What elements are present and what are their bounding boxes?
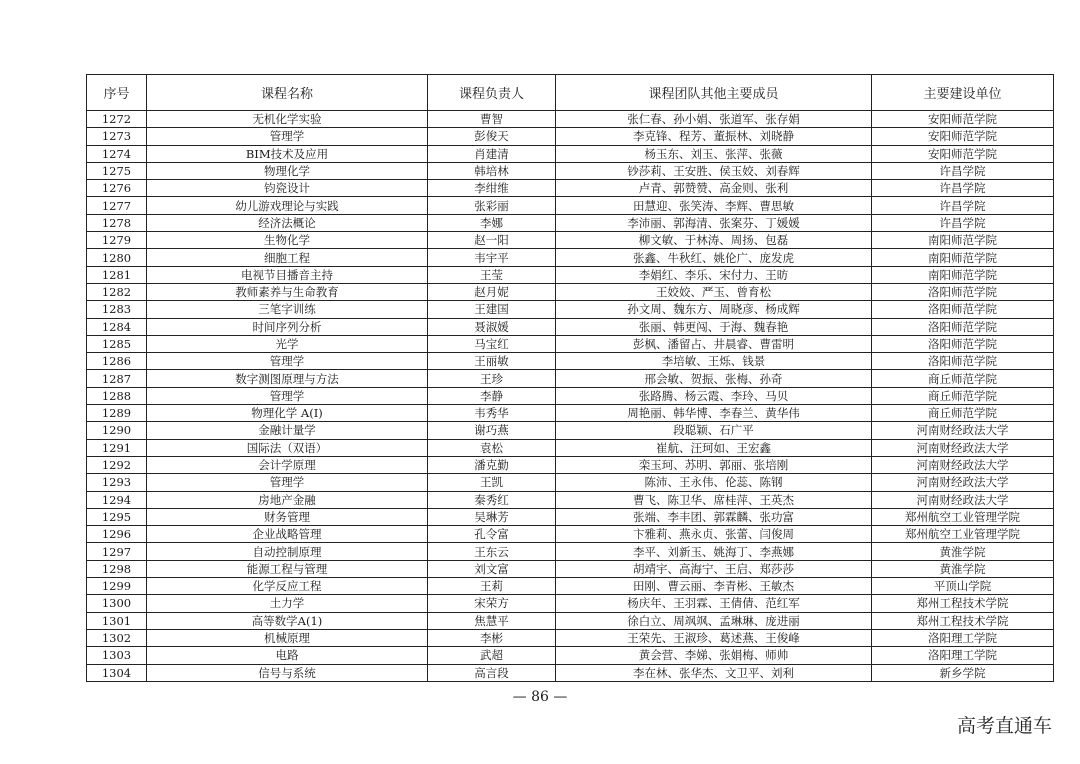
table-row <box>87 456 1054 473</box>
cell-team-members: 张鑫、牛秋红、姚伦广、庞发虎 <box>556 249 872 266</box>
table-row <box>87 664 1054 681</box>
table-row <box>87 595 1054 612</box>
cell-course-leader: 刘文富 <box>428 560 556 577</box>
cell-course-name: 管理学 <box>147 353 428 370</box>
table-row <box>87 128 1054 145</box>
cell-team-members: 崔航、汪珂如、王宏鑫 <box>556 439 872 456</box>
cell-team-members: 张仁春、孙小娟、张道军、张存娟 <box>556 111 872 128</box>
table-row <box>87 543 1054 560</box>
cell-institution: 郑州工程技术学院 <box>872 612 1054 629</box>
table-body <box>87 111 1054 682</box>
cell-index: 1304 <box>87 664 147 681</box>
table-row <box>87 197 1054 214</box>
cell-index: 1283 <box>87 301 147 318</box>
cell-institution: 南阳师范学院 <box>872 232 1054 249</box>
cell-course-name: 信号与系统 <box>147 664 428 681</box>
cell-team-members: 孙文周、魏东方、周晓彦、杨成辉 <box>556 301 872 318</box>
cell-course-name: 细胞工程 <box>147 249 428 266</box>
cell-index: 1281 <box>87 266 147 283</box>
cell-course-name: 教师素养与生命教育 <box>147 283 428 300</box>
cell-index: 1279 <box>87 232 147 249</box>
cell-team-members: 王姣姣、严玉、曾育松 <box>556 283 872 300</box>
cell-index: 1289 <box>87 405 147 422</box>
cell-team-members: 曹飞、陈卫华、席桂萍、王英杰 <box>556 491 872 508</box>
cell-course-leader: 赵月妮 <box>428 283 556 300</box>
cell-course-name: 管理学 <box>147 128 428 145</box>
cell-team-members: 黄会营、李娣、张娟梅、师帅 <box>556 647 872 664</box>
cell-course-leader: 王丽敏 <box>428 353 556 370</box>
cell-institution: 郑州工程技术学院 <box>872 595 1054 612</box>
cell-course-leader: 曹智 <box>428 111 556 128</box>
cell-team-members: 徐白立、周飒飒、孟琳琳、庞进丽 <box>556 612 872 629</box>
cell-course-leader: 袁松 <box>428 439 556 456</box>
cell-course-leader: 聂淑媛 <box>428 318 556 335</box>
cell-course-leader: 谢巧燕 <box>428 422 556 439</box>
cell-team-members: 邢会敏、贺振、张梅、孙奇 <box>556 370 872 387</box>
cell-index: 1297 <box>87 543 147 560</box>
cell-institution: 洛阳理工学院 <box>872 647 1054 664</box>
cell-index: 1272 <box>87 111 147 128</box>
cell-institution: 黄淮学院 <box>872 560 1054 577</box>
cell-course-leader: 焦慧平 <box>428 612 556 629</box>
cell-institution: 安阳师范学院 <box>872 128 1054 145</box>
cell-institution: 郑州航空工业管理学院 <box>872 508 1054 525</box>
cell-team-members: 周艳丽、韩华博、李春兰、黄华伟 <box>556 405 872 422</box>
cell-institution: 洛阳师范学院 <box>872 283 1054 300</box>
cell-index: 1274 <box>87 145 147 162</box>
cell-index: 1288 <box>87 387 147 404</box>
cell-course-leader: 赵一阳 <box>428 232 556 249</box>
cell-course-leader: 李静 <box>428 387 556 404</box>
page-number: — 86 — <box>512 689 568 705</box>
cell-index: 1290 <box>87 422 147 439</box>
cell-index: 1291 <box>87 439 147 456</box>
course-table <box>86 74 1054 682</box>
cell-team-members: 陈沛、王永伟、伦蕊、陈钢 <box>556 474 872 491</box>
cell-institution: 洛阳师范学院 <box>872 318 1054 335</box>
cell-index: 1292 <box>87 456 147 473</box>
cell-course-name: 电视节目播音主持 <box>147 266 428 283</box>
cell-course-leader: 张彩丽 <box>428 197 556 214</box>
table-row <box>87 629 1054 646</box>
cell-course-leader: 王莹 <box>428 266 556 283</box>
table-row <box>87 405 1054 422</box>
cell-index: 1298 <box>87 560 147 577</box>
cell-course-leader: 韦秀华 <box>428 405 556 422</box>
table-row <box>87 318 1054 335</box>
cell-team-members: 李娟红、李乐、宋付力、王昉 <box>556 266 872 283</box>
cell-course-name: 物理化学 A(I) <box>147 405 428 422</box>
table-row <box>87 111 1054 128</box>
cell-course-name: 房地产金融 <box>147 491 428 508</box>
cell-team-members: 王荣先、王淑珍、葛述燕、王俊峰 <box>556 629 872 646</box>
table-header-row <box>87 75 1054 111</box>
cell-team-members: 李平、刘新玉、姚海丁、李燕娜 <box>556 543 872 560</box>
cell-course-leader: 吴琳芳 <box>428 508 556 525</box>
cell-index: 1276 <box>87 180 147 197</box>
cell-team-members: 栾玉珂、苏明、郭丽、张培刚 <box>556 456 872 473</box>
cell-course-leader: 潘克勤 <box>428 456 556 473</box>
table-row <box>87 560 1054 577</box>
cell-course-leader: 孔令富 <box>428 526 556 543</box>
cell-course-name: 经济法概论 <box>147 214 428 231</box>
cell-index: 1273 <box>87 128 147 145</box>
table-row <box>87 474 1054 491</box>
table-row <box>87 353 1054 370</box>
header-institution: 主要建设单位 <box>872 75 1054 111</box>
cell-course-leader: 韦宇平 <box>428 249 556 266</box>
cell-institution: 洛阳师范学院 <box>872 353 1054 370</box>
cell-team-members: 张端、李丰团、郭霖麟、张功富 <box>556 508 872 525</box>
cell-course-name: 光学 <box>147 335 428 352</box>
cell-index: 1294 <box>87 491 147 508</box>
cell-institution: 安阳师范学院 <box>872 145 1054 162</box>
cell-institution: 商丘师范学院 <box>872 370 1054 387</box>
cell-index: 1300 <box>87 595 147 612</box>
cell-course-name: 能源工程与管理 <box>147 560 428 577</box>
cell-institution: 商丘师范学院 <box>872 405 1054 422</box>
cell-course-leader: 韩培林 <box>428 162 556 179</box>
cell-institution: 河南财经政法大学 <box>872 439 1054 456</box>
cell-institution: 河南财经政法大学 <box>872 474 1054 491</box>
cell-team-members: 李沛丽、郭海清、张案芬、丁媛媛 <box>556 214 872 231</box>
cell-course-name: 金融计量学 <box>147 422 428 439</box>
cell-course-name: 管理学 <box>147 387 428 404</box>
cell-team-members: 胡靖宇、高海宁、王启、郑莎莎 <box>556 560 872 577</box>
cell-index: 1302 <box>87 629 147 646</box>
cell-course-name: 无机化学实验 <box>147 111 428 128</box>
cell-course-leader: 王珍 <box>428 370 556 387</box>
cell-course-name: 电路 <box>147 647 428 664</box>
cell-team-members: 卢青、郭赞赞、高金则、张利 <box>556 180 872 197</box>
table-row <box>87 180 1054 197</box>
cell-index: 1284 <box>87 318 147 335</box>
table-row <box>87 232 1054 249</box>
cell-index: 1303 <box>87 647 147 664</box>
cell-team-members: 卞雅莉、燕永贞、张蕾、闫俊周 <box>556 526 872 543</box>
cell-team-members: 李在林、张华杰、文卫平、刘利 <box>556 664 872 681</box>
table-row <box>87 145 1054 162</box>
cell-course-name: 财务管理 <box>147 508 428 525</box>
cell-institution: 许昌学院 <box>872 214 1054 231</box>
cell-course-name: 生物化学 <box>147 232 428 249</box>
cell-course-name: 会计学原理 <box>147 456 428 473</box>
header-index: 序号 <box>87 75 147 111</box>
cell-course-leader: 王莉 <box>428 578 556 595</box>
cell-index: 1287 <box>87 370 147 387</box>
table-row <box>87 335 1054 352</box>
cell-course-leader: 武超 <box>428 647 556 664</box>
cell-course-name: 幼儿游戏理论与实践 <box>147 197 428 214</box>
cell-institution: 新乡学院 <box>872 664 1054 681</box>
header-course-name: 课程名称 <box>147 75 428 111</box>
cell-institution: 河南财经政法大学 <box>872 491 1054 508</box>
cell-course-name: 三笔字训练 <box>147 301 428 318</box>
cell-institution: 许昌学院 <box>872 180 1054 197</box>
cell-course-name: 机械原理 <box>147 629 428 646</box>
cell-course-name: 国际法（双语） <box>147 439 428 456</box>
cell-team-members: 田慧迎、张笑涛、李辉、曹思敏 <box>556 197 872 214</box>
watermark-logo-text: 高考直通车 <box>956 715 1052 737</box>
cell-course-name: 数字测图原理与方法 <box>147 370 428 387</box>
table-row <box>87 301 1054 318</box>
table-row <box>87 214 1054 231</box>
cell-team-members: 田刚、曹云丽、李青彬、王敏杰 <box>556 578 872 595</box>
cell-course-leader: 马宝红 <box>428 335 556 352</box>
table-row <box>87 439 1054 456</box>
cell-course-name: 时间序列分析 <box>147 318 428 335</box>
cell-index: 1293 <box>87 474 147 491</box>
header-team-members: 课程团队其他主要成员 <box>556 75 872 111</box>
cell-course-leader: 宋荣方 <box>428 595 556 612</box>
cell-index: 1299 <box>87 578 147 595</box>
cell-index: 1278 <box>87 214 147 231</box>
cell-team-members: 杨玉东、刘玉、张萍、张薇 <box>556 145 872 162</box>
cell-institution: 洛阳师范学院 <box>872 335 1054 352</box>
cell-institution: 河南财经政法大学 <box>872 456 1054 473</box>
cell-institution: 郑州航空工业管理学院 <box>872 526 1054 543</box>
cell-team-members: 柳文敏、于林涛、周扬、包磊 <box>556 232 872 249</box>
table-row <box>87 422 1054 439</box>
cell-course-leader: 秦秀红 <box>428 491 556 508</box>
cell-index: 1295 <box>87 508 147 525</box>
cell-team-members: 张丽、韩更闯、于海、魏春艳 <box>556 318 872 335</box>
table-row <box>87 526 1054 543</box>
cell-index: 1282 <box>87 283 147 300</box>
cell-institution: 许昌学院 <box>872 162 1054 179</box>
table-row <box>87 612 1054 629</box>
table-row <box>87 370 1054 387</box>
cell-course-name: 自动控制原理 <box>147 543 428 560</box>
cell-team-members: 杨庆年、王羽霖、王倩倩、范红军 <box>556 595 872 612</box>
cell-course-name: 化学反应工程 <box>147 578 428 595</box>
cell-team-members: 李培敏、王烁、钱景 <box>556 353 872 370</box>
cell-course-name: 钧瓷设计 <box>147 180 428 197</box>
cell-course-leader: 王建国 <box>428 301 556 318</box>
cell-course-name: 企业战略管理 <box>147 526 428 543</box>
cell-institution: 洛阳理工学院 <box>872 629 1054 646</box>
cell-course-name: 管理学 <box>147 474 428 491</box>
cell-course-leader: 王凯 <box>428 474 556 491</box>
cell-institution: 平顶山学院 <box>872 578 1054 595</box>
cell-course-leader: 彭俊天 <box>428 128 556 145</box>
cell-institution: 河南财经政法大学 <box>872 422 1054 439</box>
cell-index: 1301 <box>87 612 147 629</box>
cell-institution: 洛阳师范学院 <box>872 301 1054 318</box>
cell-course-name: 高等数学A(1) <box>147 612 428 629</box>
cell-course-leader: 李娜 <box>428 214 556 231</box>
cell-team-members: 李克锋、程芳、董振林、刘晓静 <box>556 128 872 145</box>
table-row <box>87 266 1054 283</box>
cell-index: 1296 <box>87 526 147 543</box>
cell-index: 1275 <box>87 162 147 179</box>
cell-institution: 南阳师范学院 <box>872 266 1054 283</box>
cell-course-leader: 高言段 <box>428 664 556 681</box>
table-row <box>87 578 1054 595</box>
cell-institution: 安阳师范学院 <box>872 111 1054 128</box>
cell-course-leader: 肖建清 <box>428 145 556 162</box>
cell-institution: 商丘师范学院 <box>872 387 1054 404</box>
table-row <box>87 491 1054 508</box>
cell-institution: 南阳师范学院 <box>872 249 1054 266</box>
table-row <box>87 387 1054 404</box>
cell-team-members: 张路腾、杨云霞、李玲、马贝 <box>556 387 872 404</box>
table-row <box>87 508 1054 525</box>
cell-index: 1280 <box>87 249 147 266</box>
cell-team-members: 段聪颖、石广平 <box>556 422 872 439</box>
cell-team-members: 彭枫、潘留占、井晨睿、曹雷明 <box>556 335 872 352</box>
cell-course-name: BIM技术及应用 <box>147 145 428 162</box>
cell-course-leader: 李彬 <box>428 629 556 646</box>
cell-course-name: 物理化学 <box>147 162 428 179</box>
cell-institution: 黄淮学院 <box>872 543 1054 560</box>
table-row <box>87 162 1054 179</box>
cell-course-name: 土力学 <box>147 595 428 612</box>
cell-course-leader: 李绀维 <box>428 180 556 197</box>
cell-course-leader: 王东云 <box>428 543 556 560</box>
cell-team-members: 钞莎莉、王安胜、侯玉姣、刘春辉 <box>556 162 872 179</box>
table-row <box>87 283 1054 300</box>
cell-institution: 许昌学院 <box>872 197 1054 214</box>
table-row <box>87 647 1054 664</box>
header-course-leader: 课程负责人 <box>428 75 556 111</box>
cell-index: 1277 <box>87 197 147 214</box>
cell-index: 1286 <box>87 353 147 370</box>
cell-index: 1285 <box>87 335 147 352</box>
table-row <box>87 249 1054 266</box>
